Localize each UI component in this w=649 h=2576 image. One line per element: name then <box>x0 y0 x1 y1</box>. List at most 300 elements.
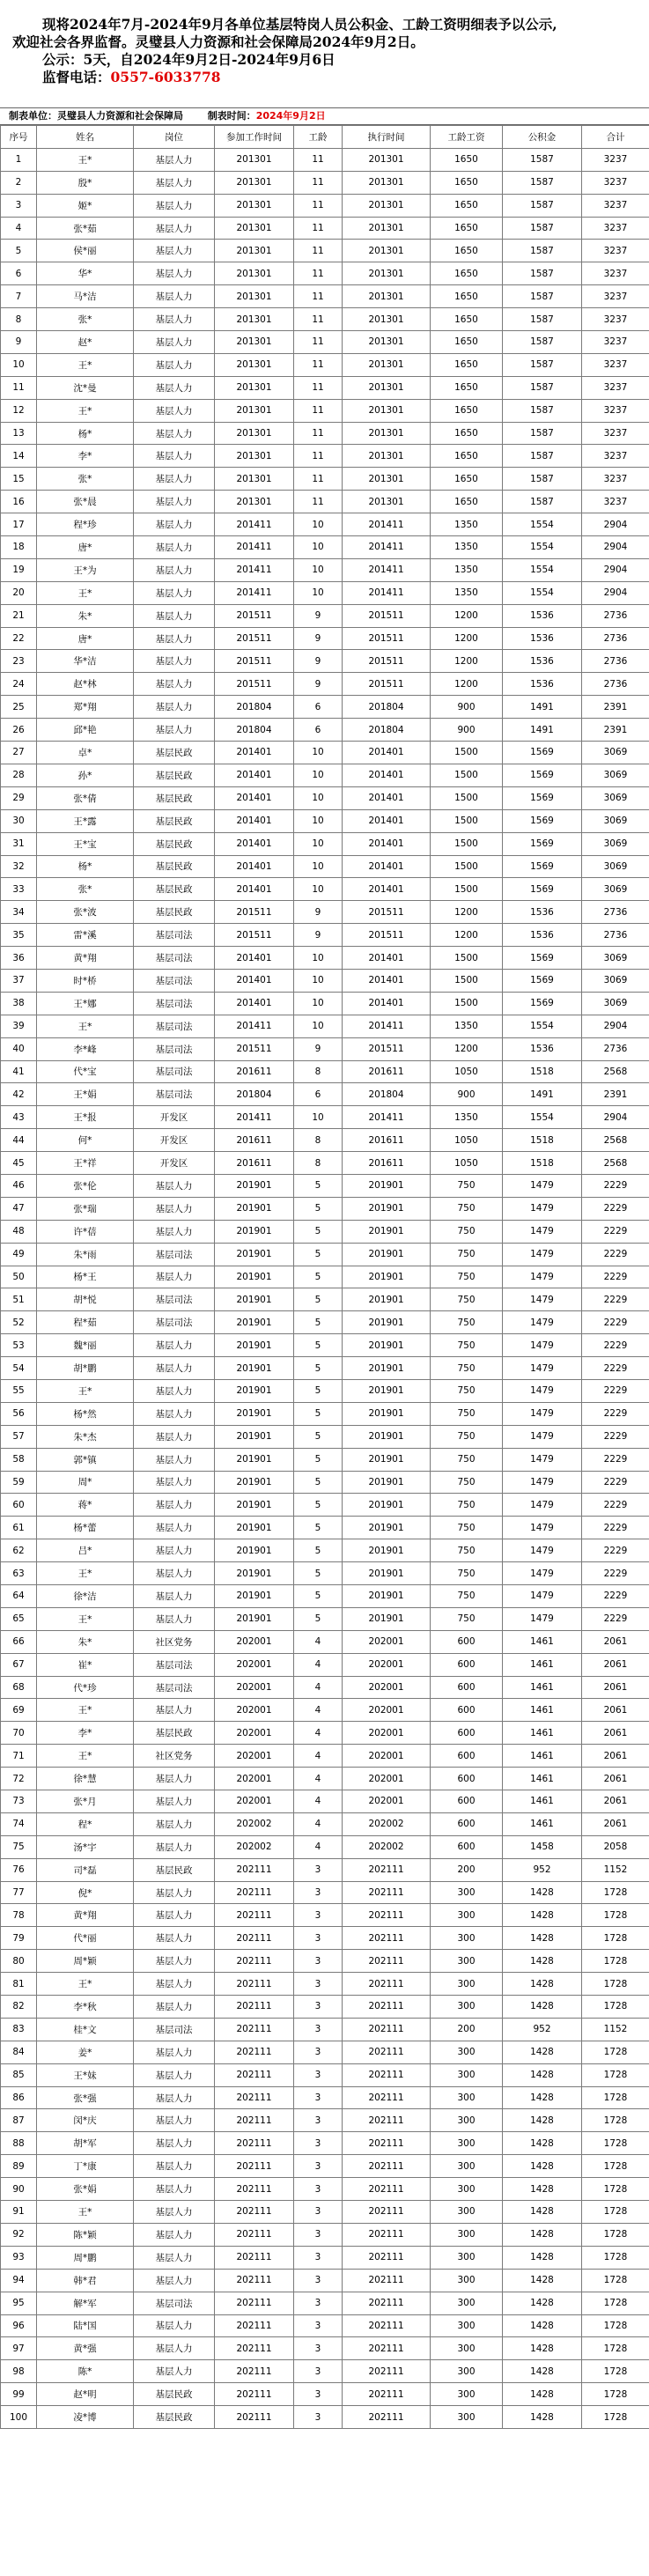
cell-seniority-wage: 1050 <box>431 1129 503 1152</box>
cell-effective-date: 201901 <box>343 1448 431 1471</box>
cell-seniority-wage: 600 <box>431 1676 503 1699</box>
cell-start-date: 201411 <box>215 558 294 581</box>
cell-start-date: 201301 <box>215 262 294 285</box>
table-row <box>1 1812 649 1835</box>
cell-seniority-wage: 1650 <box>431 422 503 445</box>
cell-seniority-years: 3 <box>294 1927 343 1950</box>
cell-effective-date: 201611 <box>343 1060 431 1083</box>
cell-row-number: 49 <box>1 1243 37 1266</box>
cell-name: 华*洁 <box>37 650 134 673</box>
cell-effective-date: 201804 <box>343 719 431 742</box>
cell-start-date: 202001 <box>215 1768 294 1790</box>
cell-effective-date: 201401 <box>343 764 431 786</box>
cell-start-date: 201901 <box>215 1562 294 1585</box>
cell-start-date: 201301 <box>215 376 294 399</box>
table-row <box>1 1745 649 1768</box>
table-row <box>1 1174 649 1197</box>
cell-seniority-wage: 750 <box>431 1334 503 1357</box>
cell-total: 3069 <box>582 764 649 786</box>
cell-start-date: 201901 <box>215 1266 294 1288</box>
cell-start-date: 202111 <box>215 1927 294 1950</box>
cell-seniority-wage: 1200 <box>431 924 503 947</box>
cell-effective-date: 202111 <box>343 2155 431 2178</box>
cell-effective-date: 201401 <box>343 855 431 878</box>
cell-name: 张*伦 <box>37 1174 134 1197</box>
cell-name: 王*露 <box>37 809 134 832</box>
cell-seniority-years: 4 <box>294 1676 343 1699</box>
header-effective-date: 执行时间 <box>343 126 431 149</box>
cell-total: 1728 <box>582 1927 649 1950</box>
cell-row-number: 24 <box>1 673 37 696</box>
cell-total: 1728 <box>582 2223 649 2246</box>
cell-position: 基层司法 <box>134 924 215 947</box>
cell-seniority-years: 5 <box>294 1562 343 1585</box>
cell-seniority-wage: 1650 <box>431 491 503 513</box>
cell-housing-fund: 1536 <box>503 604 582 627</box>
cell-housing-fund: 1428 <box>503 2337 582 2360</box>
table-row <box>1 1129 649 1152</box>
cell-row-number: 97 <box>1 2337 37 2360</box>
cell-effective-date: 201401 <box>343 992 431 1015</box>
cell-name: 许*蓓 <box>37 1220 134 1243</box>
cell-position: 基层民政 <box>134 901 215 924</box>
cell-name: 张*晨 <box>37 491 134 513</box>
header-name: 姓名 <box>37 126 134 149</box>
cell-row-number: 69 <box>1 1699 37 1722</box>
cell-start-date: 201401 <box>215 742 294 764</box>
cell-seniority-years: 5 <box>294 1425 343 1448</box>
cell-start-date: 202111 <box>215 2132 294 2155</box>
cell-housing-fund: 1587 <box>503 491 582 513</box>
cell-row-number: 55 <box>1 1379 37 1402</box>
cell-seniority-years: 5 <box>294 1311 343 1334</box>
cell-effective-date: 202111 <box>343 2223 431 2246</box>
cell-name: 周* <box>37 1471 134 1494</box>
cell-housing-fund: 1479 <box>503 1379 582 1402</box>
cell-total: 1728 <box>582 2178 649 2201</box>
cell-row-number: 20 <box>1 581 37 604</box>
cell-position: 基层人力 <box>134 1448 215 1471</box>
cell-housing-fund: 1587 <box>503 240 582 262</box>
cell-seniority-years: 5 <box>294 1197 343 1220</box>
cell-seniority-wage: 750 <box>431 1311 503 1334</box>
cell-row-number: 14 <box>1 445 37 468</box>
cell-position: 基层人力 <box>134 696 215 719</box>
cell-effective-date: 202111 <box>343 2337 431 2360</box>
cell-start-date: 202001 <box>215 1630 294 1653</box>
cell-effective-date: 202111 <box>343 2063 431 2086</box>
cell-seniority-years: 4 <box>294 1812 343 1835</box>
table-row <box>1 2109 649 2132</box>
table-row <box>1 1768 649 1790</box>
cell-name: 张*波 <box>37 901 134 924</box>
cell-seniority-years: 3 <box>294 2246 343 2269</box>
cell-start-date: 202111 <box>215 2383 294 2406</box>
cell-seniority-years: 3 <box>294 2041 343 2063</box>
cell-position: 基层人力 <box>134 2201 215 2224</box>
cell-name: 郑*翔 <box>37 696 134 719</box>
cell-effective-date: 202001 <box>343 1745 431 1768</box>
cell-seniority-wage: 750 <box>431 1357 503 1380</box>
cell-row-number: 17 <box>1 513 37 536</box>
cell-position: 基层人力 <box>134 217 215 240</box>
cell-housing-fund: 1479 <box>503 1448 582 1471</box>
cell-name: 张*月 <box>37 1790 134 1813</box>
cell-total: 2061 <box>582 1812 649 1835</box>
cell-effective-date: 202111 <box>343 2360 431 2383</box>
cell-name: 程*珍 <box>37 513 134 536</box>
cell-seniority-wage: 600 <box>431 1812 503 1835</box>
cell-seniority-wage: 300 <box>431 1927 503 1950</box>
cell-seniority-wage: 1350 <box>431 513 503 536</box>
cell-name: 殷* <box>37 171 134 194</box>
cell-row-number: 38 <box>1 992 37 1015</box>
cell-start-date: 201901 <box>215 1197 294 1220</box>
cell-effective-date: 201411 <box>343 513 431 536</box>
cell-name: 胡*军 <box>37 2132 134 2155</box>
cell-row-number: 1 <box>1 148 37 171</box>
cell-row-number: 29 <box>1 786 37 809</box>
table-row <box>1 2269 649 2292</box>
cell-housing-fund: 1428 <box>503 2109 582 2132</box>
table-row <box>1 2178 649 2201</box>
cell-effective-date: 202111 <box>343 2178 431 2201</box>
cell-row-number: 82 <box>1 1996 37 2019</box>
table-row <box>1 2360 649 2383</box>
cell-name: 王* <box>37 1015 134 1037</box>
table-row <box>1 536 649 559</box>
notice-line-1: 现将2024年7月-2024年9月各单位基层特岗人员公积金、工龄工资明细表予以公示, <box>42 16 557 33</box>
cell-row-number: 100 <box>1 2406 37 2429</box>
cell-seniority-years: 11 <box>294 491 343 513</box>
cell-row-number: 43 <box>1 1106 37 1129</box>
cell-seniority-wage: 750 <box>431 1402 503 1425</box>
cell-seniority-wage: 1050 <box>431 1152 503 1175</box>
cell-row-number: 67 <box>1 1653 37 1676</box>
cell-effective-date: 202111 <box>343 2086 431 2109</box>
cell-start-date: 202111 <box>215 2223 294 2246</box>
cell-housing-fund: 1428 <box>503 2155 582 2178</box>
cell-seniority-wage: 1200 <box>431 627 503 650</box>
cell-row-number: 59 <box>1 1471 37 1494</box>
cell-row-number: 92 <box>1 2223 37 2246</box>
cell-name: 周*颖 <box>37 1950 134 1973</box>
table-row <box>1 1106 649 1129</box>
cell-position: 基层司法 <box>134 2018 215 2041</box>
cell-housing-fund: 1554 <box>503 1015 582 1037</box>
header-seniority-wage: 工龄工资 <box>431 126 503 149</box>
cell-seniority-wage: 1350 <box>431 536 503 559</box>
cell-effective-date: 202001 <box>343 1699 431 1722</box>
cell-row-number: 64 <box>1 1585 37 1608</box>
cell-start-date: 202111 <box>215 2018 294 2041</box>
table-row <box>1 2406 649 2429</box>
cell-name: 王*娟 <box>37 1083 134 1106</box>
cell-effective-date: 201901 <box>343 1334 431 1357</box>
cell-effective-date: 201804 <box>343 696 431 719</box>
table-row <box>1 353 649 376</box>
cell-start-date: 201901 <box>215 1517 294 1539</box>
cell-total: 1728 <box>582 2041 649 2063</box>
cell-housing-fund: 1428 <box>503 1950 582 1973</box>
cell-total: 3069 <box>582 878 649 901</box>
table-row <box>1 1494 649 1517</box>
cell-seniority-years: 11 <box>294 285 343 308</box>
cell-name: 李*峰 <box>37 1037 134 1060</box>
cell-total: 2061 <box>582 1745 649 1768</box>
table-row <box>1 581 649 604</box>
table-row <box>1 1539 649 1562</box>
header-housing-fund: 公积金 <box>503 126 582 149</box>
cell-seniority-wage: 600 <box>431 1835 503 1858</box>
cell-effective-date: 201301 <box>343 262 431 285</box>
header-position: 岗位 <box>134 126 215 149</box>
cell-effective-date: 201901 <box>343 1357 431 1380</box>
cell-seniority-wage: 300 <box>431 1904 503 1927</box>
cell-name: 王*为 <box>37 558 134 581</box>
cell-position: 基层人力 <box>134 331 215 354</box>
cell-row-number: 88 <box>1 2132 37 2155</box>
cell-seniority-years: 3 <box>294 2314 343 2337</box>
cell-start-date: 201511 <box>215 924 294 947</box>
cell-housing-fund: 1461 <box>503 1790 582 1813</box>
cell-seniority-wage: 1500 <box>431 809 503 832</box>
cell-start-date: 201301 <box>215 445 294 468</box>
cell-housing-fund: 1587 <box>503 262 582 285</box>
cell-effective-date: 201901 <box>343 1539 431 1562</box>
cell-seniority-wage: 750 <box>431 1197 503 1220</box>
cell-row-number: 21 <box>1 604 37 627</box>
cell-name: 李* <box>37 445 134 468</box>
table-row <box>1 445 649 468</box>
cell-position: 基层民政 <box>134 1722 215 1745</box>
cell-effective-date: 202001 <box>343 1768 431 1790</box>
cell-seniority-years: 3 <box>294 2223 343 2246</box>
cell-row-number: 66 <box>1 1630 37 1653</box>
cell-housing-fund: 1479 <box>503 1288 582 1311</box>
cell-name: 程* <box>37 1812 134 1835</box>
cell-row-number: 18 <box>1 536 37 559</box>
table-row <box>1 1630 649 1653</box>
table-row <box>1 2314 649 2337</box>
cell-start-date: 201411 <box>215 581 294 604</box>
cell-housing-fund: 1479 <box>503 1471 582 1494</box>
table-row <box>1 1379 649 1402</box>
cell-row-number: 23 <box>1 650 37 673</box>
cell-seniority-years: 3 <box>294 2269 343 2292</box>
cell-effective-date: 201901 <box>343 1243 431 1266</box>
cell-housing-fund: 1479 <box>503 1174 582 1197</box>
cell-total: 2229 <box>582 1357 649 1380</box>
cell-position: 基层人力 <box>134 445 215 468</box>
cell-effective-date: 201901 <box>343 1607 431 1630</box>
cell-position: 基层司法 <box>134 947 215 970</box>
table-row <box>1 1517 649 1539</box>
cell-start-date: 201301 <box>215 285 294 308</box>
cell-position: 社区党务 <box>134 1745 215 1768</box>
cell-position: 基层人力 <box>134 1379 215 1402</box>
cell-seniority-wage: 1650 <box>431 262 503 285</box>
cell-seniority-wage: 750 <box>431 1448 503 1471</box>
cell-total: 3069 <box>582 832 649 855</box>
cell-position: 基层司法 <box>134 1676 215 1699</box>
cell-seniority-wage: 1650 <box>431 217 503 240</box>
cell-total: 2904 <box>582 1106 649 1129</box>
cell-row-number: 13 <box>1 422 37 445</box>
cell-start-date: 201511 <box>215 650 294 673</box>
cell-housing-fund: 1569 <box>503 947 582 970</box>
cell-housing-fund: 1587 <box>503 376 582 399</box>
cell-seniority-years: 10 <box>294 558 343 581</box>
cell-position: 基层人力 <box>134 627 215 650</box>
cell-seniority-wage: 900 <box>431 719 503 742</box>
cell-seniority-wage: 1650 <box>431 331 503 354</box>
cell-position: 基层人力 <box>134 536 215 559</box>
cell-position: 基层民政 <box>134 878 215 901</box>
cell-position: 基层人力 <box>134 1402 215 1425</box>
cell-housing-fund: 1587 <box>503 422 582 445</box>
cell-start-date: 201301 <box>215 217 294 240</box>
table-row <box>1 2246 649 2269</box>
cell-seniority-years: 3 <box>294 2201 343 2224</box>
table-row <box>1 240 649 262</box>
cell-housing-fund: 1428 <box>503 2292 582 2314</box>
cell-effective-date: 201401 <box>343 947 431 970</box>
cell-effective-date: 202111 <box>343 2041 431 2063</box>
cell-seniority-wage: 300 <box>431 2041 503 2063</box>
cell-seniority-years: 11 <box>294 308 343 331</box>
cell-seniority-wage: 300 <box>431 2063 503 2086</box>
table-row <box>1 376 649 399</box>
cell-seniority-wage: 300 <box>431 2132 503 2155</box>
cell-effective-date: 201511 <box>343 627 431 650</box>
cell-start-date: 201301 <box>215 194 294 217</box>
cell-position: 基层人力 <box>134 1835 215 1858</box>
cell-seniority-wage: 300 <box>431 2178 503 2201</box>
cell-row-number: 90 <box>1 2178 37 2201</box>
table-row <box>1 2063 649 2086</box>
supervision-phone-number: 0557-6033778 <box>110 69 221 85</box>
table-row <box>1 1471 649 1494</box>
cell-seniority-years: 9 <box>294 604 343 627</box>
cell-name: 陈* <box>37 2360 134 2383</box>
cell-seniority-wage: 750 <box>431 1288 503 1311</box>
table-row <box>1 924 649 947</box>
cell-housing-fund: 1554 <box>503 536 582 559</box>
cell-seniority-years: 5 <box>294 1517 343 1539</box>
cell-total: 2229 <box>582 1494 649 1517</box>
cell-seniority-years: 5 <box>294 1357 343 1380</box>
cell-seniority-years: 11 <box>294 376 343 399</box>
table-row <box>1 491 649 513</box>
table-row <box>1 1334 649 1357</box>
cell-seniority-years: 5 <box>294 1220 343 1243</box>
cell-start-date: 201401 <box>215 855 294 878</box>
cell-row-number: 9 <box>1 331 37 354</box>
cell-seniority-years: 3 <box>294 2360 343 2383</box>
cell-row-number: 53 <box>1 1334 37 1357</box>
cell-total: 2391 <box>582 696 649 719</box>
cell-position: 基层人力 <box>134 1174 215 1197</box>
cell-seniority-years: 4 <box>294 1745 343 1768</box>
cell-row-number: 86 <box>1 2086 37 2109</box>
cell-seniority-wage: 1500 <box>431 947 503 970</box>
cell-housing-fund: 1479 <box>503 1334 582 1357</box>
cell-seniority-wage: 600 <box>431 1790 503 1813</box>
cell-seniority-years: 5 <box>294 1243 343 1266</box>
cell-start-date: 201901 <box>215 1539 294 1562</box>
cell-row-number: 45 <box>1 1152 37 1175</box>
cell-seniority-wage: 1500 <box>431 742 503 764</box>
cell-effective-date: 202111 <box>343 1996 431 2019</box>
cell-start-date: 201901 <box>215 1357 294 1380</box>
cell-start-date: 202111 <box>215 2246 294 2269</box>
cell-housing-fund: 1428 <box>503 2132 582 2155</box>
table-row <box>1 1585 649 1608</box>
table-meta-bar <box>0 107 649 125</box>
cell-name: 代*丽 <box>37 1927 134 1950</box>
table-row <box>1 764 649 786</box>
cell-total: 2229 <box>582 1471 649 1494</box>
cell-housing-fund: 1461 <box>503 1812 582 1835</box>
cell-total: 2229 <box>582 1539 649 1562</box>
cell-housing-fund: 1518 <box>503 1129 582 1152</box>
cell-row-number: 61 <box>1 1517 37 1539</box>
cell-housing-fund: 1569 <box>503 809 582 832</box>
cell-start-date: 201511 <box>215 604 294 627</box>
cell-seniority-years: 5 <box>294 1266 343 1288</box>
cell-total: 3237 <box>582 240 649 262</box>
table-row <box>1 901 649 924</box>
cell-seniority-wage: 300 <box>431 2155 503 2178</box>
cell-seniority-years: 11 <box>294 445 343 468</box>
cell-name: 代*珍 <box>37 1676 134 1699</box>
cell-seniority-years: 3 <box>294 2063 343 2086</box>
cell-start-date: 201401 <box>215 764 294 786</box>
cell-start-date: 201901 <box>215 1379 294 1402</box>
cell-effective-date: 201901 <box>343 1288 431 1311</box>
cell-seniority-wage: 750 <box>431 1607 503 1630</box>
cell-effective-date: 201901 <box>343 1585 431 1608</box>
cell-position: 基层人力 <box>134 285 215 308</box>
cell-name: 孙* <box>37 764 134 786</box>
cell-seniority-years: 5 <box>294 1448 343 1471</box>
cell-seniority-wage: 1500 <box>431 878 503 901</box>
cell-total: 2229 <box>582 1334 649 1357</box>
supervision-phone-label: 监督电话： <box>42 69 111 85</box>
cell-row-number: 93 <box>1 2246 37 2269</box>
cell-row-number: 44 <box>1 1129 37 1152</box>
cell-row-number: 28 <box>1 764 37 786</box>
cell-start-date: 201401 <box>215 969 294 992</box>
cell-seniority-wage: 1650 <box>431 445 503 468</box>
cell-total: 3237 <box>582 331 649 354</box>
cell-seniority-years: 10 <box>294 832 343 855</box>
table-row <box>1 262 649 285</box>
cell-name: 程*茹 <box>37 1311 134 1334</box>
cell-housing-fund: 1461 <box>503 1676 582 1699</box>
cell-name: 邱*艳 <box>37 719 134 742</box>
cell-effective-date: 202111 <box>343 2018 431 2041</box>
cell-total: 2904 <box>582 1015 649 1037</box>
cell-effective-date: 201401 <box>343 786 431 809</box>
cell-position: 基层人力 <box>134 1585 215 1608</box>
cell-effective-date: 202111 <box>343 2109 431 2132</box>
cell-row-number: 65 <box>1 1607 37 1630</box>
cell-position: 基层人力 <box>134 1197 215 1220</box>
cell-seniority-wage: 750 <box>431 1471 503 1494</box>
cell-start-date: 201301 <box>215 240 294 262</box>
